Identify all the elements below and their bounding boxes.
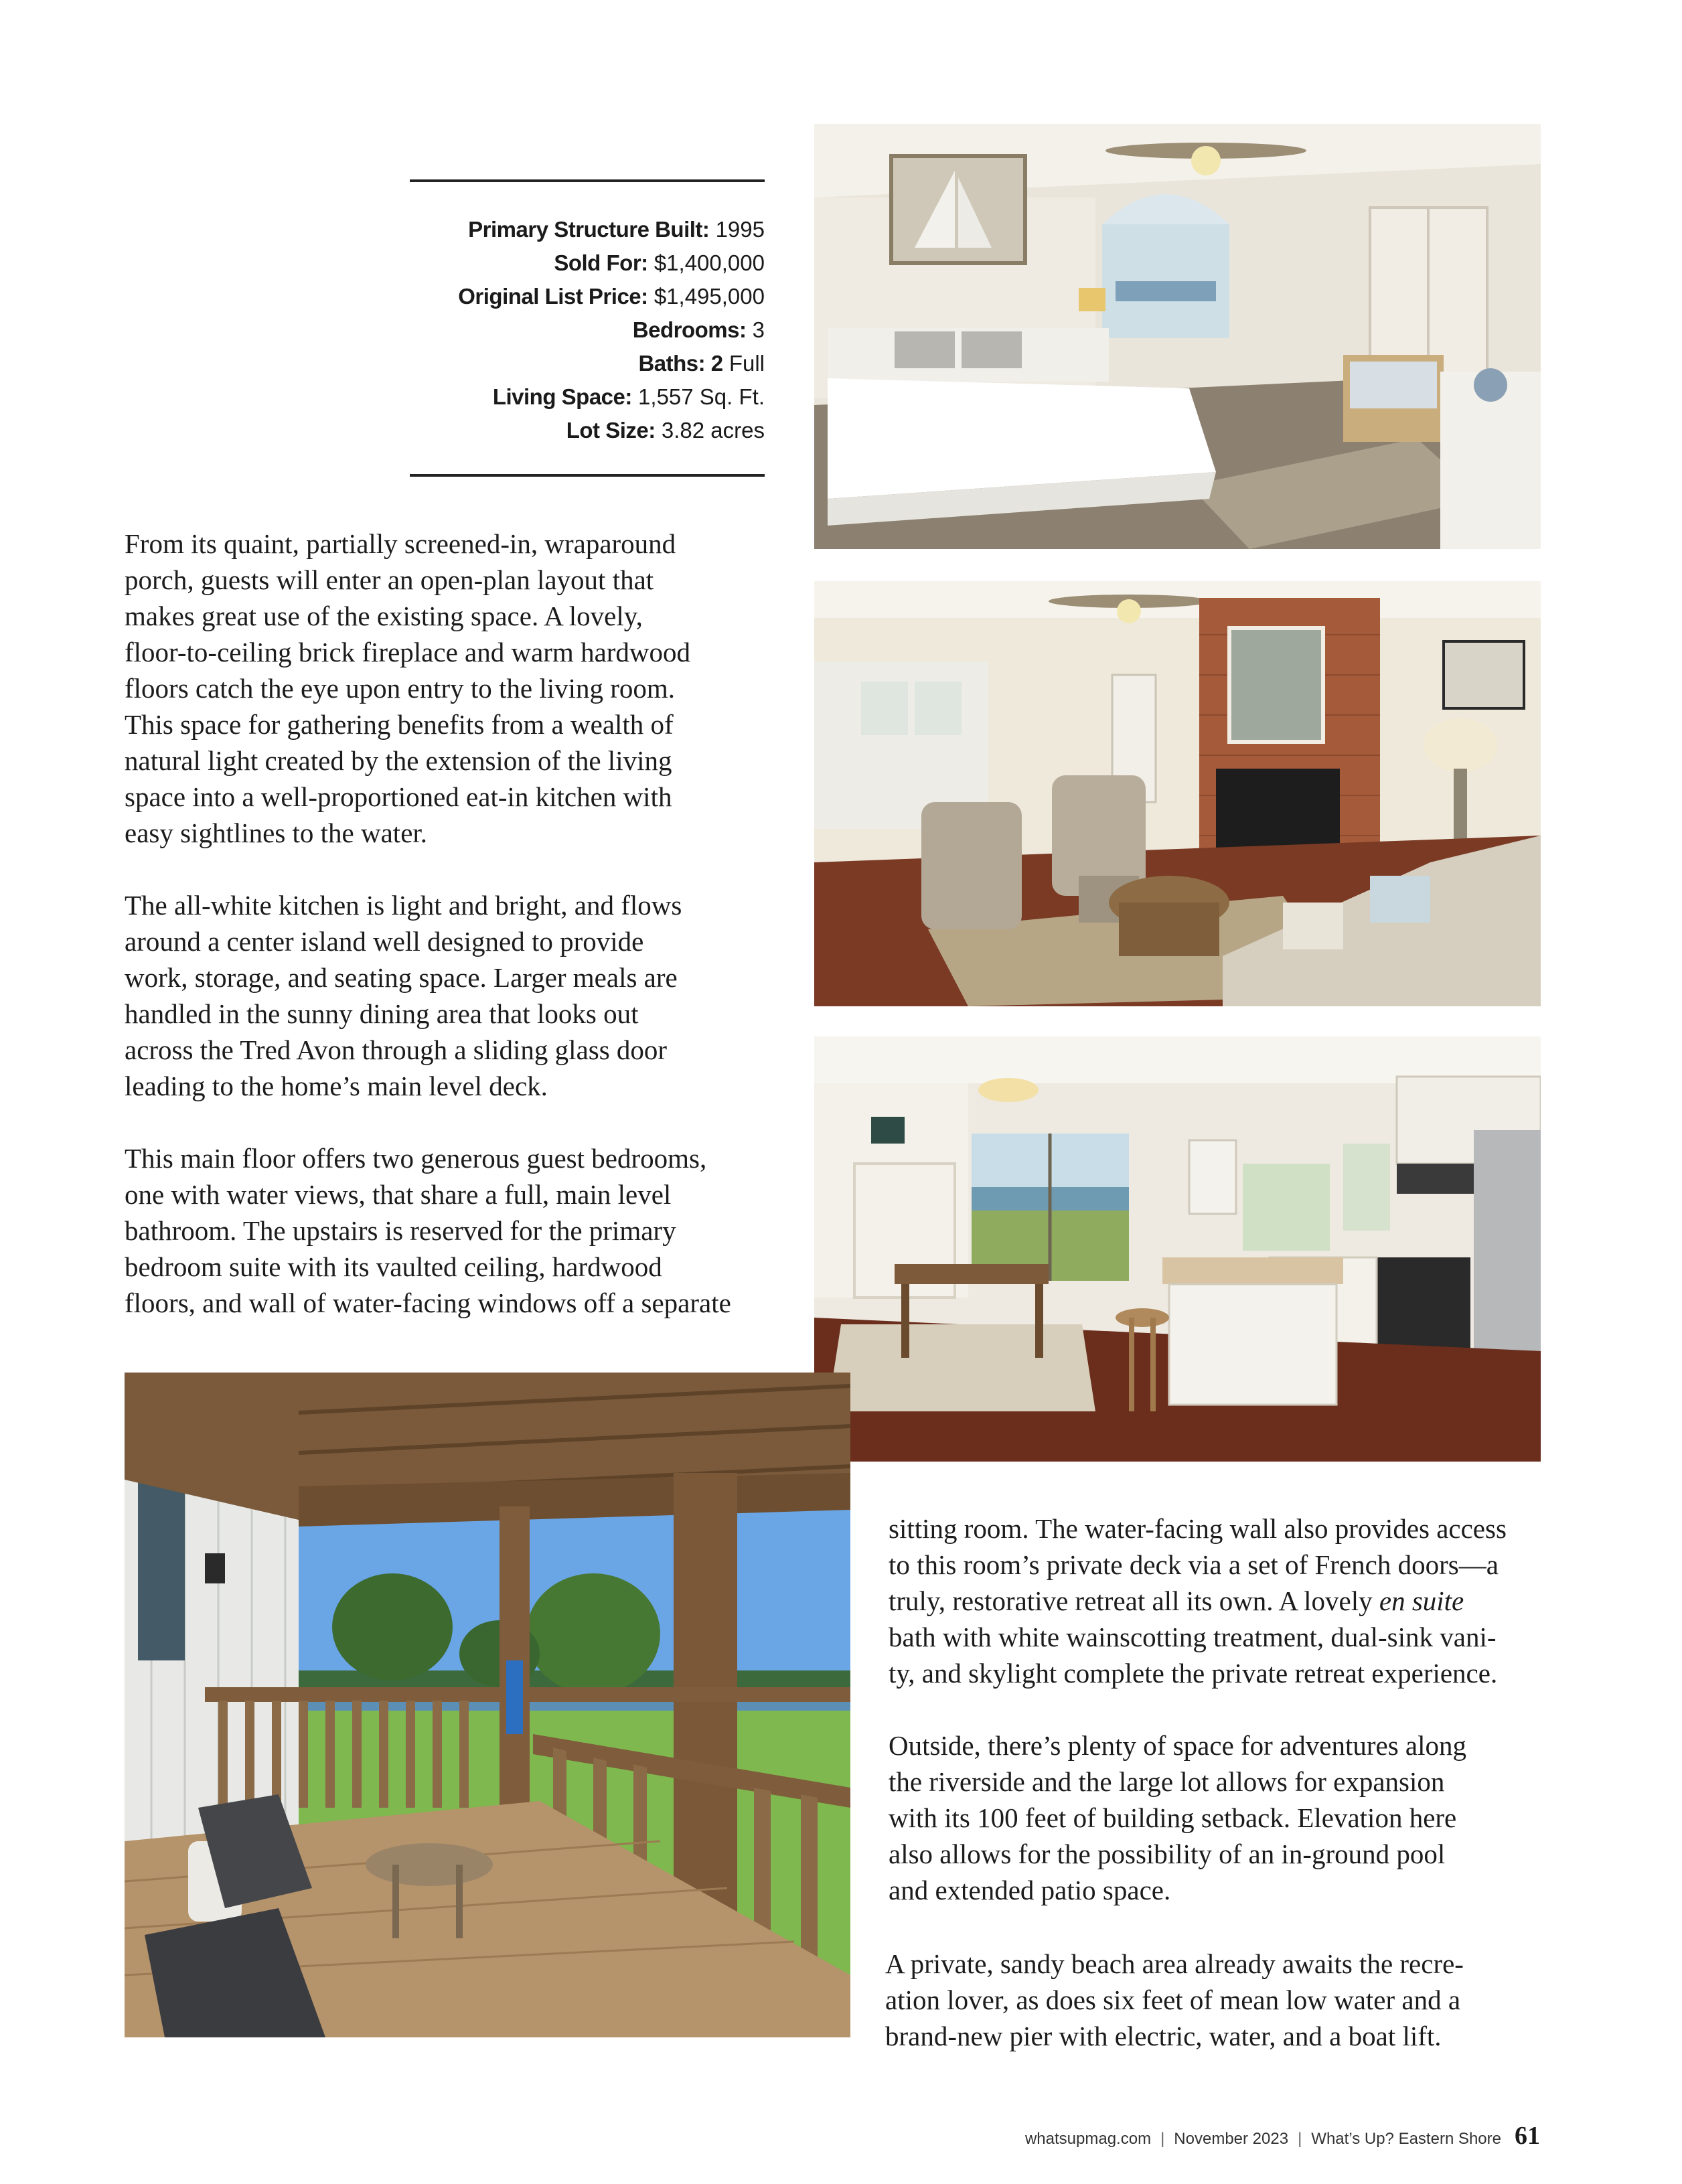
paragraph-porch-living: From its quaint, partially screened-in, wraparound porch, guests will enter an open-plan layout that makes great use of the existing space. A lovely, floor-to-ceiling brick fireplace and warm hardwood floors catch the eye upon entry to the living room. This space for gathering benefits from a wealth of natural light created by the extension of the living space into a well-proportioned eat-in kitchen with easy sightlines to the water. — [125, 528, 691, 848]
stat-list-price: Original List Price: $1,495,000 — [458, 284, 765, 309]
stat-baths: Baths: 2 Full — [638, 351, 765, 376]
paragraph-outside: Outside, there’s plenty of space for adventures along the riverside and the large lot allows for expansion with its 100 feet of building setback. Elevation here also allows for the possibility of an in-ground pool and extended patio space. — [889, 1730, 1467, 1905]
page-footer — [1025, 2121, 1540, 2151]
paragraph-beach: A private, sandy beach area already awaits the recre- ation lover, as does six feet of mean low water and a brand-new pier with electric, water, and a boat lift. — [885, 1948, 1464, 2051]
photo-primary-bedroom — [814, 124, 1541, 549]
photo-kitchen-dining — [814, 1036, 1541, 1462]
stat-sold-for: Sold For: $1,400,000 — [554, 250, 765, 275]
footer-separator: | — [1160, 2130, 1165, 2148]
page-number: 61 — [1515, 2122, 1540, 2150]
stat-bedrooms: Bedrooms: 3 — [632, 317, 765, 342]
stats-top-rule — [410, 179, 765, 182]
stat-living-space: Living Space: 1,557 Sq. Ft. — [492, 384, 765, 409]
stats-bottom-rule — [410, 474, 765, 477]
property-stats — [348, 213, 765, 447]
paragraph-main-floor: This main floor offers two generous guest bedrooms, one with water views, that share a full, main level bathroom. The upstairs is reserved for the primary bedroom suite with its vaulted ceiling, hardwood floors, and wall of water-facing windows off a separate — [125, 1143, 731, 1318]
photo-living-room — [814, 581, 1541, 1006]
photo-porch-deck — [125, 1373, 850, 2037]
paragraph-kitchen: The all-white kitchen is light and bright, and flows around a center island well designed to provide work, storage, and seating space. Larger meals are handled in the sunny dining area that looks out across the Tred Avon through a sliding glass door leading to the home’s main level deck. — [125, 890, 682, 1101]
footer-publication: What’s Up? Eastern Shore — [1311, 2130, 1501, 2148]
stat-built: Primary Structure Built: 1995 — [468, 217, 765, 242]
line-en-suite: truly, restorative retreat all its own. A lovely en suite — [889, 1585, 1464, 1616]
footer-issue: November 2023 — [1174, 2130, 1289, 2148]
stat-lot-size: Lot Size: 3.82 acres — [566, 418, 765, 443]
footer-site: whatsupmag.com — [1024, 2130, 1152, 2148]
footer-separator: | — [1298, 2130, 1302, 2148]
paragraph-sitting-room: sitting room. The water-facing wall also provides access to this room’s private deck via a set of French doors—a truly, restorative retreat all its own. A lovely en suite bath with white wainscotting treatment, dual-sink vani- ty, and skylight complete the private retreat experience. — [889, 1513, 1507, 1689]
